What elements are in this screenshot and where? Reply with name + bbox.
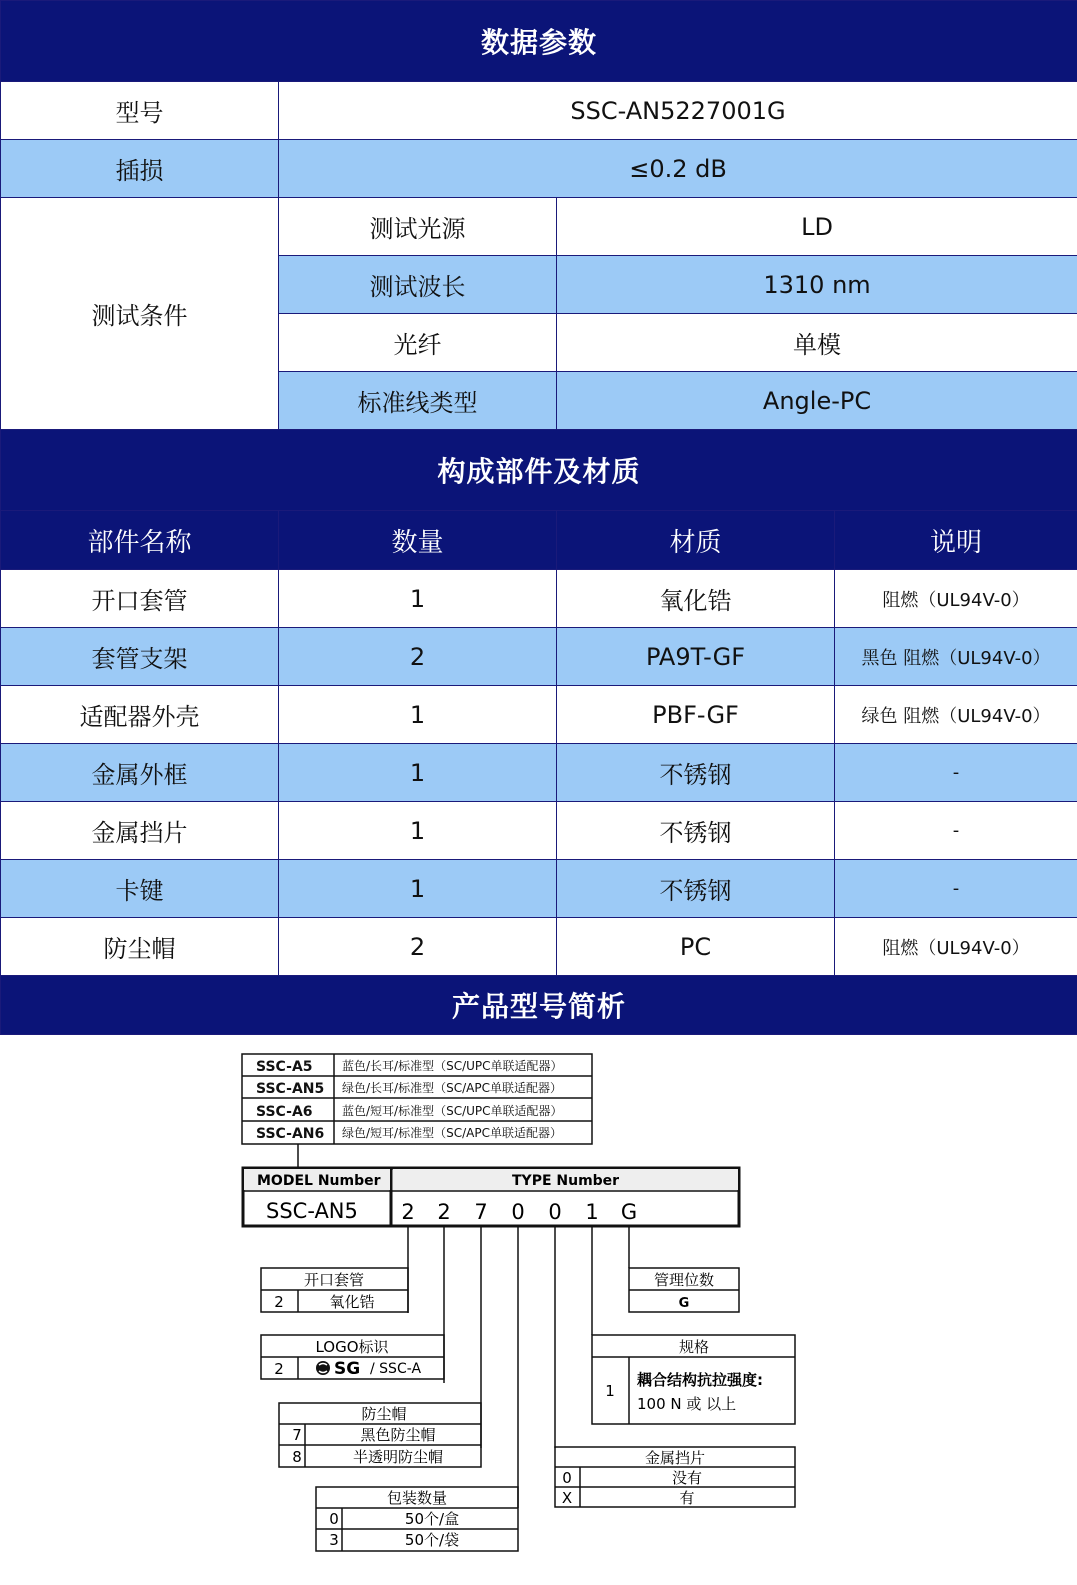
mgmt-value: G bbox=[679, 1296, 690, 1311]
part-name: 套管支架 bbox=[1, 628, 279, 686]
model-desc: 绿色/长耳/标准型（SC/APC单联适配器） bbox=[342, 1080, 562, 1095]
shutter-title: 金属挡片 bbox=[645, 1449, 705, 1467]
type-digit: 0 bbox=[511, 1200, 524, 1224]
part-material: 不锈钢 bbox=[557, 744, 835, 802]
part-material: 不锈钢 bbox=[557, 860, 835, 918]
logo-brand: SG bbox=[334, 1359, 360, 1379]
model-desc: 绿色/短耳/标准型（SC/APC单联适配器） bbox=[342, 1125, 562, 1140]
part-qty: 1 bbox=[279, 686, 557, 744]
test-row-value: Angle-PC bbox=[557, 372, 1077, 430]
model-diagram-svg bbox=[0, 1038, 1077, 1581]
test-row-label: 测试光源 bbox=[279, 198, 557, 256]
model-code: SSC-A6 bbox=[256, 1104, 313, 1120]
type-digit: 2 bbox=[401, 1200, 414, 1224]
test-row-value: LD bbox=[557, 198, 1077, 256]
part-material: 不锈钢 bbox=[557, 802, 835, 860]
part-name: 适配器外壳 bbox=[1, 686, 279, 744]
part-name: 金属挡片 bbox=[1, 802, 279, 860]
dustcap-code: 7 bbox=[292, 1426, 302, 1444]
logo-title: LOGO标识 bbox=[315, 1338, 389, 1356]
loss-label: 插损 bbox=[1, 140, 279, 198]
analysis-section-title: 产品型号简析 bbox=[1, 976, 1077, 1035]
part-note: - bbox=[835, 802, 1077, 860]
dustcap-title: 防尘帽 bbox=[361, 1405, 406, 1423]
params-section-title: 数据参数 bbox=[1, 1, 1077, 82]
test-row-label: 光纤 bbox=[279, 314, 557, 372]
part-note: 阻燃（UL94V-0） bbox=[835, 570, 1077, 628]
model-code: SSC-AN5 bbox=[256, 1081, 324, 1097]
shutter-code: 0 bbox=[562, 1469, 572, 1487]
spec-title: 规格 bbox=[679, 1338, 709, 1356]
type-number-label: TYPE Number bbox=[512, 1173, 619, 1189]
shutter-code: X bbox=[562, 1489, 572, 1507]
part-note: 阻燃（UL94V-0） bbox=[835, 918, 1077, 976]
parts-header-name: 部件名称 bbox=[1, 511, 279, 570]
parts-header-qty: 数量 bbox=[279, 511, 557, 570]
part-material: PBF-GF bbox=[557, 686, 835, 744]
sleeve-value: 氧化锆 bbox=[329, 1293, 374, 1311]
parts-section-title: 构成部件及材质 bbox=[1, 430, 1077, 511]
type-digit: 2 bbox=[437, 1200, 450, 1224]
test-row-value: 1310 nm bbox=[557, 256, 1077, 314]
dustcap-code: 8 bbox=[292, 1448, 302, 1466]
part-note: - bbox=[835, 860, 1077, 918]
packing-code: 0 bbox=[329, 1510, 339, 1528]
model-number-label: MODEL Number bbox=[257, 1173, 381, 1189]
model-number-value: SSC-AN5 bbox=[266, 1199, 358, 1223]
model-desc: 蓝色/长耳/标准型（SC/UPC单联适配器） bbox=[342, 1058, 563, 1073]
type-digit: 7 bbox=[474, 1200, 487, 1224]
part-qty: 2 bbox=[279, 918, 557, 976]
model-analysis-diagram bbox=[0, 1038, 1077, 1581]
part-qty: 1 bbox=[279, 744, 557, 802]
part-note: 绿色 阻燃（UL94V-0） bbox=[835, 686, 1077, 744]
part-note: 黑色 阻燃（UL94V-0） bbox=[835, 628, 1077, 686]
part-name: 金属外框 bbox=[1, 744, 279, 802]
packing-title: 包装数量 bbox=[387, 1489, 447, 1507]
sleeve-title: 开口套管 bbox=[304, 1271, 364, 1289]
loss-value: ≤0.2 dB bbox=[279, 140, 1077, 198]
part-material: 氧化锆 bbox=[557, 570, 835, 628]
part-material: PC bbox=[557, 918, 835, 976]
part-name: 防尘帽 bbox=[1, 918, 279, 976]
part-qty: 1 bbox=[279, 570, 557, 628]
dustcap-value: 黑色防尘帽 bbox=[360, 1426, 435, 1444]
mgmt-title: 管理位数 bbox=[654, 1271, 714, 1289]
model-label: 型号 bbox=[1, 82, 279, 140]
packing-value: 50个/袋 bbox=[405, 1531, 459, 1549]
part-qty: 1 bbox=[279, 860, 557, 918]
test-conditions-label: 测试条件 bbox=[1, 198, 279, 430]
test-row-label: 标准线类型 bbox=[279, 372, 557, 430]
spec-line2: 100 N 或 以上 bbox=[637, 1395, 736, 1413]
model-code: SSC-AN6 bbox=[256, 1126, 324, 1142]
packing-code: 3 bbox=[329, 1531, 339, 1549]
model-code: SSC-A5 bbox=[256, 1059, 313, 1075]
sleeve-code: 2 bbox=[274, 1293, 284, 1311]
dustcap-value: 半透明防尘帽 bbox=[353, 1448, 443, 1466]
packing-value: 50个/盒 bbox=[405, 1510, 459, 1528]
model-desc: 蓝色/短耳/标准型（SC/UPC单联适配器） bbox=[342, 1103, 563, 1118]
test-row-value: 单模 bbox=[557, 314, 1077, 372]
type-digit: G bbox=[621, 1200, 637, 1224]
shutter-value: 有 bbox=[679, 1489, 694, 1507]
part-material: PA9T-GF bbox=[557, 628, 835, 686]
part-qty: 2 bbox=[279, 628, 557, 686]
part-name: 开口套管 bbox=[1, 570, 279, 628]
part-qty: 1 bbox=[279, 802, 557, 860]
part-note: - bbox=[835, 744, 1077, 802]
test-row-label: 测试波长 bbox=[279, 256, 557, 314]
model-value: SSC-AN5227001G bbox=[279, 82, 1077, 140]
logo-code: 2 bbox=[274, 1360, 284, 1378]
part-name: 卡键 bbox=[1, 860, 279, 918]
shutter-value: 没有 bbox=[672, 1469, 702, 1487]
type-digit: 1 bbox=[585, 1200, 598, 1224]
logo-value: / SSC-A bbox=[370, 1361, 421, 1377]
parts-header-material: 材质 bbox=[557, 511, 835, 570]
spec-code: 1 bbox=[605, 1382, 615, 1400]
spec-line1: 耦合结构抗拉强度: bbox=[637, 1371, 763, 1389]
sg-logo-icon bbox=[316, 1361, 330, 1375]
parts-header-note: 说明 bbox=[835, 511, 1077, 570]
type-digit: 0 bbox=[548, 1200, 561, 1224]
